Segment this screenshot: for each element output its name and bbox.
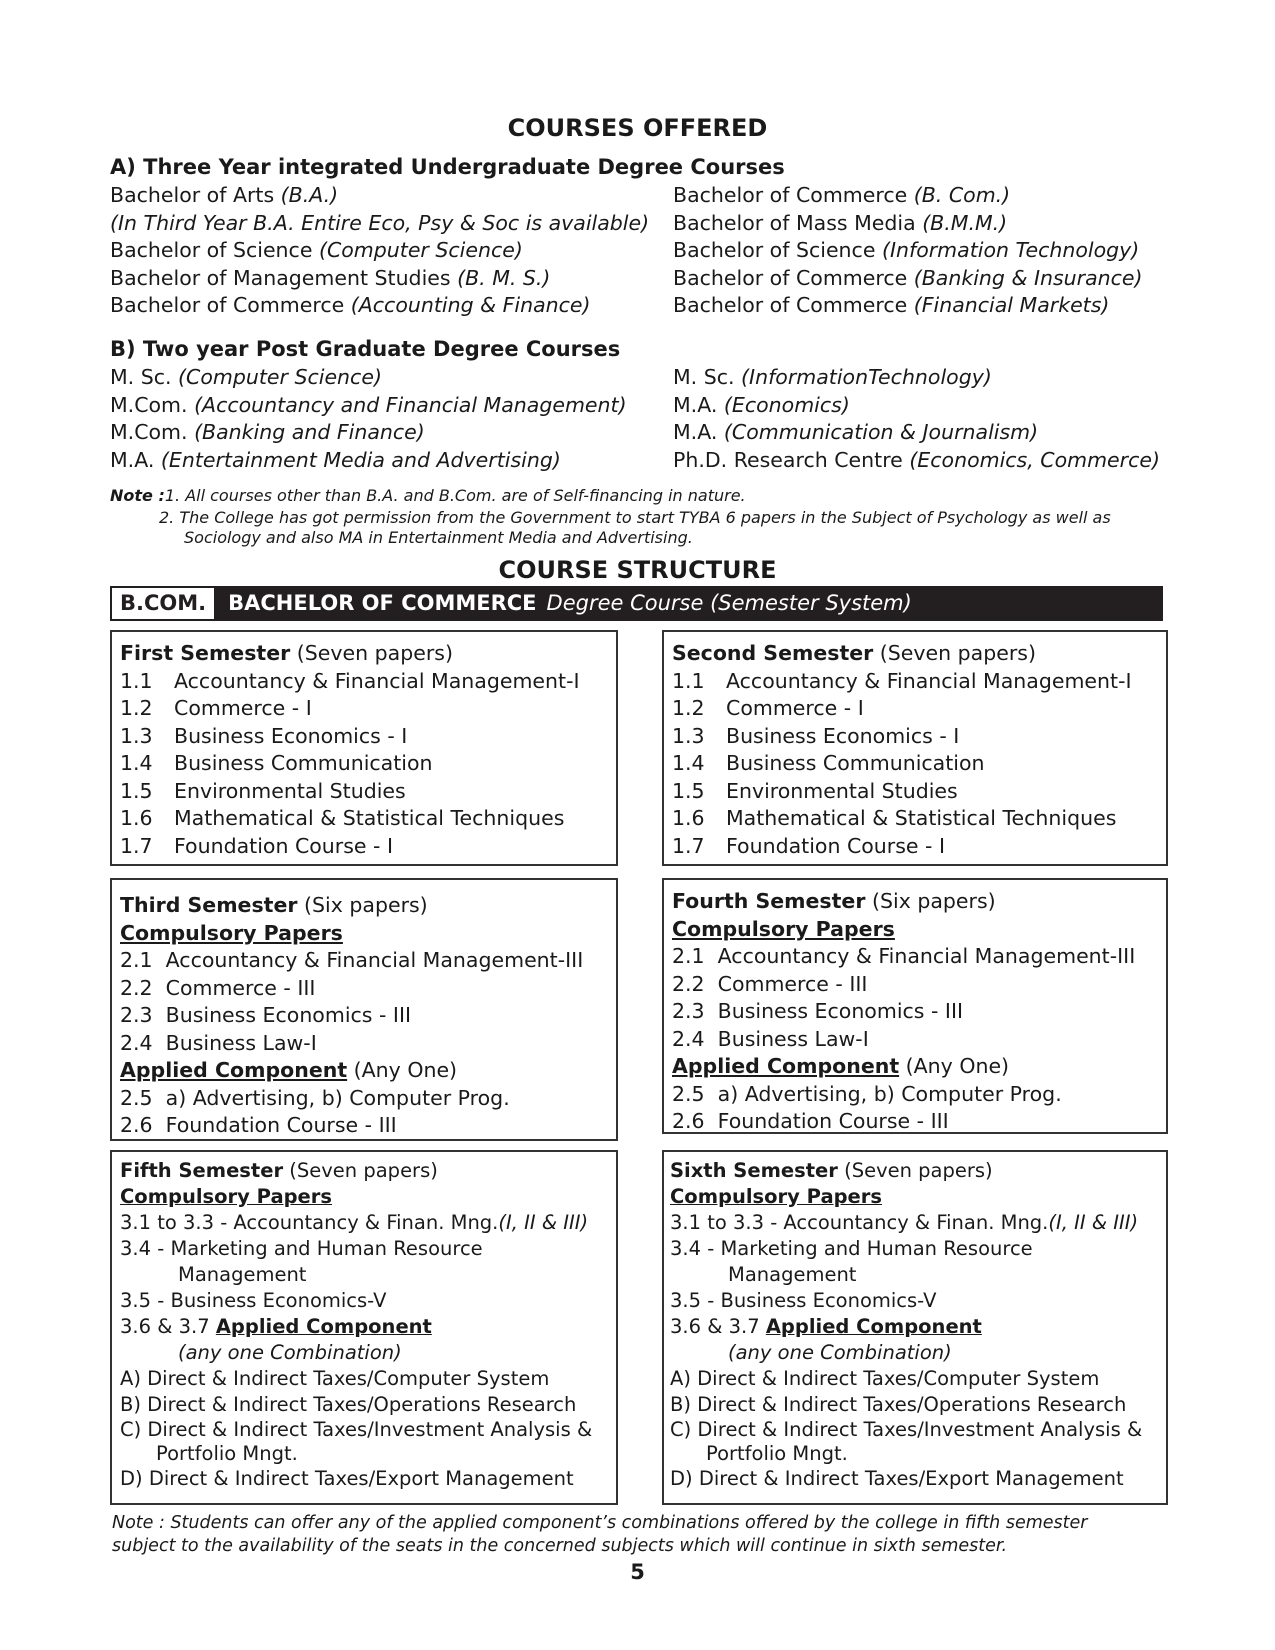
paper-count: (Seven papers) (296, 641, 453, 665)
course-detail: (B. Com.) (913, 183, 1011, 207)
semester-name: Sixth Semester (670, 1159, 838, 1182)
accountancy-paper-parts: (I, II & III) (498, 1211, 589, 1234)
course-detail: (B.M.M.) (922, 210, 1008, 235)
course-item (110, 364, 627, 392)
paper-number: 1.3 (672, 723, 705, 748)
paper-item: 2.3 Business Economics - III (672, 999, 964, 1023)
combination-b: B) Direct & Indirect Taxes/Operations Research (120, 1393, 577, 1416)
footer-note-line-2: subject to the availability of the seats in the concerned subjects which will continue in sixth semester. (112, 1536, 1008, 1556)
paper-number: 1.2 (672, 696, 705, 720)
semester-name: Fifth Semester (120, 1159, 284, 1182)
course-detail: (B.A.) (280, 183, 339, 207)
third-semester-box (110, 878, 618, 1141)
course-detail: (Entertainment Media and Advertising) (160, 447, 561, 472)
course-detail: (InformationTechnology) (741, 365, 992, 389)
applied-note: (Any One) (353, 1058, 458, 1082)
course-name: Bachelor of Commerce (673, 293, 914, 317)
course-name: M.Com. (110, 420, 195, 444)
combination-d: D) Direct & Indirect Taxes/Export Management (670, 1467, 1124, 1490)
applied-component-heading: Applied Component (672, 1054, 900, 1078)
course-item (110, 237, 649, 265)
paper-title: Commerce - I (726, 696, 864, 720)
paper-number: 1.6 (672, 806, 705, 830)
course-item (673, 364, 1160, 392)
semester-name: Second Semester (672, 641, 874, 665)
second-semester-box (662, 630, 1168, 866)
course-name: M.Com. (110, 392, 195, 417)
paper-item: 2.2 Commerce - III (672, 971, 868, 996)
course-item (673, 392, 1160, 420)
paper-item (120, 805, 608, 833)
combination-c: C) Direct & Indirect Taxes/Investment Analysis & (120, 1418, 593, 1441)
ug-right-list (673, 182, 1143, 320)
applied-prefix: 3.6 & 3.7 (120, 1315, 216, 1338)
paper-number: 1.5 (672, 778, 705, 803)
course-name: Bachelor of Arts (110, 183, 281, 207)
applied-prefix: 3.6 & 3.7 (670, 1315, 766, 1338)
paper-number: 1.3 (120, 723, 153, 748)
marketing-hr-paper-cont: Management (178, 1263, 307, 1286)
course-item (673, 265, 1143, 293)
paper-title: Environmental Studies (726, 778, 958, 803)
paper-item: 2.6 Foundation Course - III (120, 1113, 397, 1137)
course-detail: (Communication & Journalism) (723, 420, 1039, 444)
paper-item (120, 833, 608, 861)
course-item (110, 210, 649, 238)
business-economics-paper: 3.5 - Business Economics-V (670, 1289, 937, 1312)
compulsory-papers-heading: Compulsory Papers (120, 1185, 333, 1208)
paper-number: 1.1 (120, 668, 153, 693)
marketing-hr-paper: 3.4 - Marketing and Human Resource (120, 1237, 483, 1260)
paper-number: 1.6 (120, 806, 153, 830)
paper-item: 2.1 Accountancy & Financial Management-III (672, 944, 1136, 968)
paper-title: Accountancy & Financial Management-I (726, 668, 1132, 693)
combination-a: A) Direct & Indirect Taxes/Computer System (120, 1367, 550, 1390)
paper-item (672, 778, 1158, 806)
combination-note: (any one Combination) (728, 1341, 952, 1364)
paper-number: 1.5 (120, 778, 153, 803)
course-detail: (B. M. S.) (457, 265, 551, 290)
course-item (110, 447, 627, 475)
course-detail: (Computer Science) (178, 365, 382, 389)
structure-title: COURSE STRUCTURE (498, 556, 777, 584)
paper-title: Business Economics - I (174, 723, 408, 748)
combination-d: D) Direct & Indirect Taxes/Export Management (120, 1467, 574, 1490)
paper-title: Commerce - I (174, 696, 312, 720)
course-item (110, 419, 627, 447)
paper-item: 2.3 Business Economics - III (120, 1003, 412, 1027)
course-name: Bachelor of Mass Media (673, 210, 923, 235)
paper-title: Foundation Course - I (174, 833, 393, 858)
paper-count: (Seven papers) (844, 1159, 993, 1182)
pg-right-list (673, 364, 1160, 474)
combination-c: C) Direct & Indirect Taxes/Investment Analysis & (670, 1418, 1143, 1441)
paper-count: (Seven papers) (879, 641, 1036, 665)
course-name: M. Sc. (673, 365, 742, 389)
bcom-code: B.COM. (110, 586, 216, 621)
combination-a: A) Direct & Indirect Taxes/Computer System (670, 1367, 1100, 1390)
paper-item: 2.4 Business Law-I (672, 1026, 869, 1051)
paper-number: 1.1 (672, 668, 705, 693)
paper-title: Environmental Studies (174, 778, 406, 803)
courses-note (110, 486, 1170, 548)
fourth-semester-box (662, 878, 1168, 1134)
compulsory-papers-heading: Compulsory Papers (120, 920, 343, 945)
pg-section-title: B) Two year Post Graduate Degree Courses (110, 337, 621, 361)
accountancy-paper-parts: (I, II & III) (1048, 1211, 1139, 1234)
bcom-title: BACHELOR OF COMMERCE (228, 591, 537, 615)
paper-number: 1.7 (672, 833, 705, 858)
applied-component-heading: Applied Component (765, 1315, 982, 1338)
paper-number: 1.7 (120, 833, 153, 858)
footer-note-line-1: Note : Students can offer any of the applied component’s combinations offered by the college in fifth semester (112, 1513, 1088, 1533)
business-economics-paper: 3.5 - Business Economics-V (120, 1289, 387, 1312)
paper-item: 2.2 Commerce - III (120, 975, 316, 1000)
course-detail: (Financial Markets) (913, 293, 1110, 317)
course-item (110, 292, 649, 320)
course-name: M.A. (673, 420, 724, 444)
paper-title: Business Communication (174, 751, 433, 775)
course-detail: (Accounting & Finance) (350, 293, 591, 317)
accountancy-paper: 3.1 to 3.3 - Accountancy & Finan. Mng. (670, 1211, 1049, 1234)
course-name: M. Sc. (110, 365, 179, 389)
paper-title: Accountancy & Financial Management-I (174, 668, 580, 693)
paper-item (120, 723, 608, 751)
note-line-1: 1. All courses other than B.A. and B.Com. are of Self-financing in nature. (164, 486, 746, 505)
paper-count: (Six papers) (304, 893, 428, 917)
applied-note: (Any One) (905, 1054, 1010, 1078)
course-detail: (In Third Year B.A. Entire Eco, Psy & Soc is available) (110, 210, 650, 235)
paper-item (672, 805, 1158, 833)
paper-item (120, 695, 608, 723)
marketing-hr-paper-cont: Management (728, 1263, 857, 1286)
paper-count: (Six papers) (871, 889, 996, 913)
course-item (110, 265, 649, 293)
ug-left-list (110, 182, 649, 320)
compulsory-papers-heading: Compulsory Papers (670, 1185, 883, 1208)
course-item (110, 392, 627, 420)
course-detail: (Economics, Commerce) (909, 447, 1160, 472)
paper-item (120, 668, 608, 696)
paper-item: 2.5 a) Advertising, b) Computer Prog. (672, 1081, 1062, 1106)
course-detail: (Accountancy and Financial Management) (194, 392, 627, 417)
applied-component-heading: Applied Component (215, 1315, 432, 1338)
course-item (673, 237, 1143, 265)
course-item (673, 419, 1160, 447)
course-detail: (Computer Science) (318, 238, 523, 262)
fifth-semester-box (110, 1150, 618, 1505)
course-item (673, 182, 1143, 210)
paper-title: Business Economics - I (726, 723, 960, 748)
course-name: Ph.D. Research Centre (673, 447, 910, 472)
note-label: Note : (110, 486, 165, 505)
paper-item: 2.6 Foundation Course - III (672, 1109, 949, 1133)
paper-item (120, 750, 608, 778)
paper-item (672, 723, 1158, 751)
course-name: Bachelor of Commerce (110, 293, 351, 317)
semester-name: Fourth Semester (672, 889, 866, 913)
paper-title: Foundation Course - I (726, 833, 945, 858)
paper-item (672, 750, 1158, 778)
page-title: COURSES OFFERED (507, 114, 768, 142)
semester-name: First Semester (120, 641, 291, 665)
course-item (673, 210, 1143, 238)
paper-title: Mathematical & Statistical Techniques (726, 806, 1117, 830)
course-name: Bachelor of Management Studies (110, 265, 458, 290)
note-line-2: 2. The College has got permission from the Government to start TYBA 6 papers in the Subject of Psychology as well as (159, 508, 1111, 527)
semester-name: Third Semester (120, 893, 298, 917)
paper-item (672, 695, 1158, 723)
paper-item (672, 833, 1158, 861)
combination-note: (any one Combination) (178, 1341, 402, 1364)
marketing-hr-paper: 3.4 - Marketing and Human Resource (670, 1237, 1033, 1260)
note-line-3: Sociology and also MA in Entertainment Media and Advertising. (184, 528, 693, 547)
bcom-subtitle: Degree Course (Semester System) (546, 591, 912, 615)
footer-note (112, 1512, 1087, 1558)
course-name: Bachelor of Science (110, 238, 319, 262)
course-name: Bachelor of Commerce (673, 183, 914, 207)
course-detail: (Banking & Insurance) (913, 265, 1143, 290)
accountancy-paper: 3.1 to 3.3 - Accountancy & Finan. Mng. (120, 1211, 499, 1234)
paper-title: Mathematical & Statistical Techniques (174, 806, 565, 830)
paper-item: 2.5 a) Advertising, b) Computer Prog. (120, 1085, 510, 1110)
compulsory-papers-heading: Compulsory Papers (672, 916, 895, 941)
course-name: Bachelor of Commerce (673, 265, 914, 290)
paper-number: 1.4 (120, 751, 153, 775)
course-item (110, 182, 649, 210)
paper-item: 2.1 Accountancy & Financial Management-III (120, 948, 584, 972)
paper-number: 1.4 (672, 751, 705, 775)
paper-count: (Seven papers) (289, 1159, 438, 1182)
course-detail: (Banking and Finance) (194, 420, 425, 444)
course-item (673, 292, 1143, 320)
combination-c-cont: Portfolio Mngt. (706, 1442, 848, 1465)
sixth-semester-box (662, 1150, 1168, 1505)
first-semester-box (110, 630, 618, 866)
paper-title: Business Communication (726, 751, 985, 775)
course-name: M.A. (673, 392, 724, 417)
ug-section-title: A) Three Year integrated Undergraduate Degree Courses (110, 155, 785, 179)
page-number: 5 (630, 1560, 645, 1584)
bcom-banner (110, 586, 1163, 621)
course-detail: (Information Technology) (881, 238, 1140, 262)
course-detail: (Economics) (723, 392, 850, 417)
paper-item: 2.4 Business Law-I (120, 1030, 317, 1055)
paper-item (672, 668, 1158, 696)
applied-component-heading: Applied Component (120, 1058, 348, 1082)
paper-item (120, 778, 608, 806)
course-name: Bachelor of Science (673, 238, 882, 262)
combination-b: B) Direct & Indirect Taxes/Operations Research (670, 1393, 1127, 1416)
combination-c-cont: Portfolio Mngt. (156, 1442, 298, 1465)
course-name: M.A. (110, 447, 161, 472)
pg-left-list (110, 364, 627, 474)
paper-number: 1.2 (120, 696, 153, 720)
course-item (673, 447, 1160, 475)
